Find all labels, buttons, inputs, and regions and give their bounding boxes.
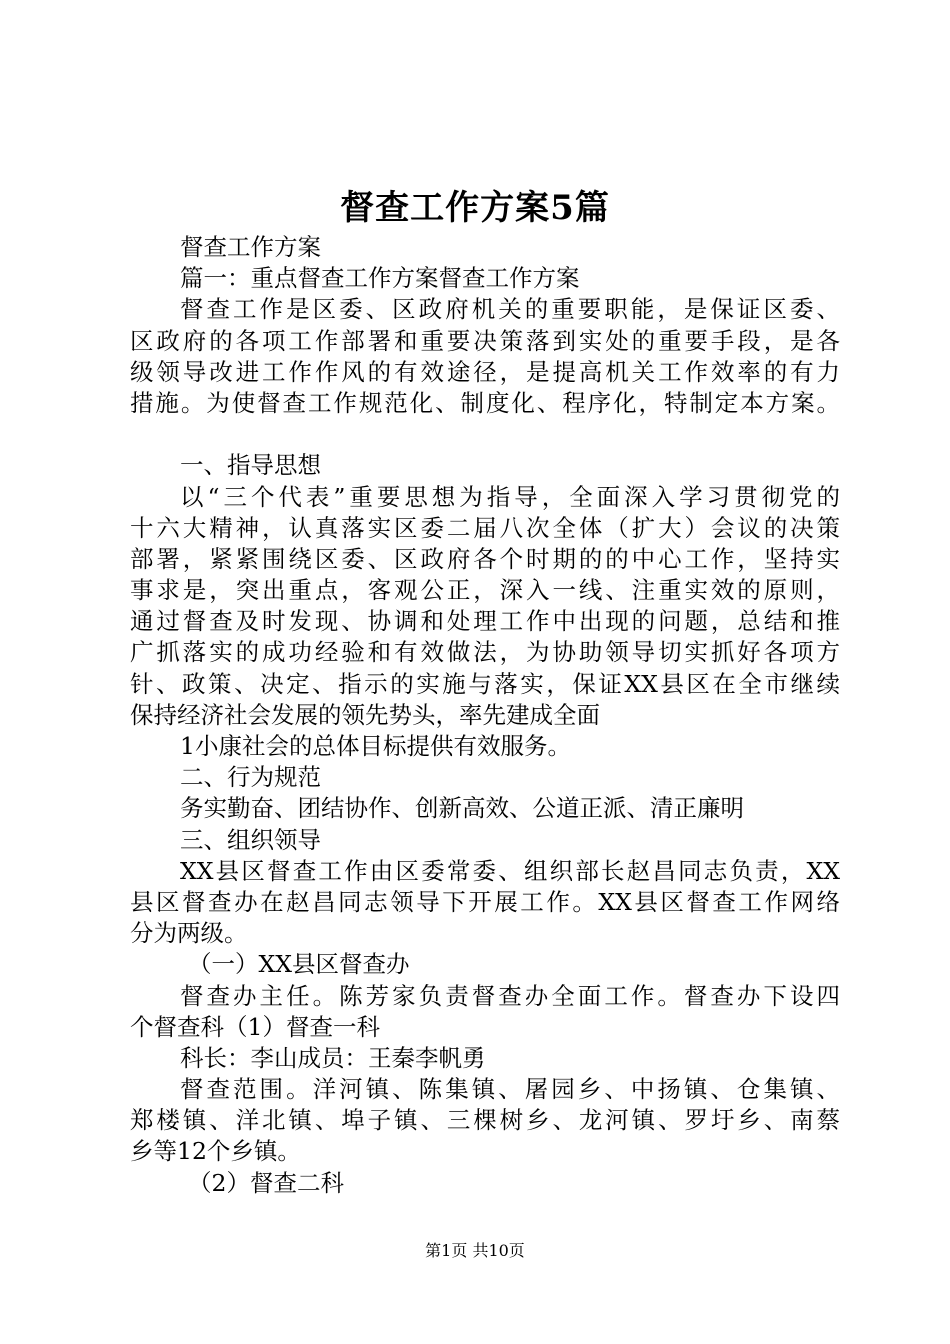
document-title: 督查工作方案5篇 [340,188,610,228]
section-heading: 三、组织领导 [180,825,321,854]
text-line: 个督查科（1）督查一科 [130,1012,380,1041]
text-line: 部署，紧紧围绕区委、区政府各个时期的的中心工作，坚持实 [130,544,840,573]
document-body [130,232,840,1199]
section-heading: 二、行为规范 [180,763,321,792]
text-line: 务实勤奋、团结协作、创新高效、公道正派、清正廉明 [180,794,744,823]
subsection-heading: （2）督查二科 [188,1168,344,1197]
text-line: 十六大精神，认真落实区委二届八次全体（扩大）会议的决策 [130,513,840,542]
text-line: 针、政策、决定、指示的实施与落实，保证XX县区在全市继续 [130,669,840,698]
text-line: 广抓落实的成功经验和有效做法，为协助领导切实抓好各项方 [130,638,840,667]
text-line: 1小康社会的总体目标提供有效服务。 [180,732,571,760]
text-line: 保持经济社会发展的领先势头，率先建成全面 [130,700,600,729]
blank-line [130,419,840,450]
text-line: XX县区督查工作由区委常委、组织部长赵昌同志负责，XX [180,856,840,885]
text-line: 乡等12个乡镇。 [130,1137,301,1166]
text-line: 督查办主任。陈芳家负责督查办全面工作。督查办下设四 [180,981,840,1010]
text-line: 督查工作是区委、区政府机关的重要职能，是保证区委、 [180,295,840,324]
text-line: 级领导改进工作作风的有效途径，是提高机关工作效率的有力 [130,357,840,386]
text-line: 事求是，突出重点，客观公正，深入一线、注重实效的原则， [130,576,840,605]
page-number-footer: 第1页 共10页 [425,1241,525,1260]
text-line: 科长：李山成员：王秦李帆勇 [180,1043,486,1072]
text-line: 县区督查办在赵昌同志领导下开展工作。XX县区督查工作网络 [130,887,840,916]
subsection-heading: （一）XX县区督查办 [188,950,410,979]
text-line: 郑楼镇、洋北镇、埠子镇、三棵树乡、龙河镇、罗圩乡、南蔡 [130,1106,840,1135]
text-line: 督查工作方案 [180,233,321,261]
section-heading: 一、指导思想 [180,451,321,480]
text-line: 措施。为使督查工作规范化、制度化、程序化，特制定本方案。 [130,388,840,417]
text-line: 督查范围。洋河镇、陈集镇、屠园乡、中扬镇、仓集镇、 [180,1075,840,1104]
text-line: 以“三个代表”重要思想为指导，全面深入学习贯彻党的 [180,482,840,511]
text-line: 篇一：重点督查工作方案督查工作方案 [180,264,580,293]
text-line: 通过督查及时发现、协调和处理工作中出现的问题，总结和推 [130,607,840,636]
text-line: 分为两级。 [130,919,248,948]
text-line: 区政府的各项工作部署和重要决策落到实处的重要手段，是各 [130,326,840,355]
